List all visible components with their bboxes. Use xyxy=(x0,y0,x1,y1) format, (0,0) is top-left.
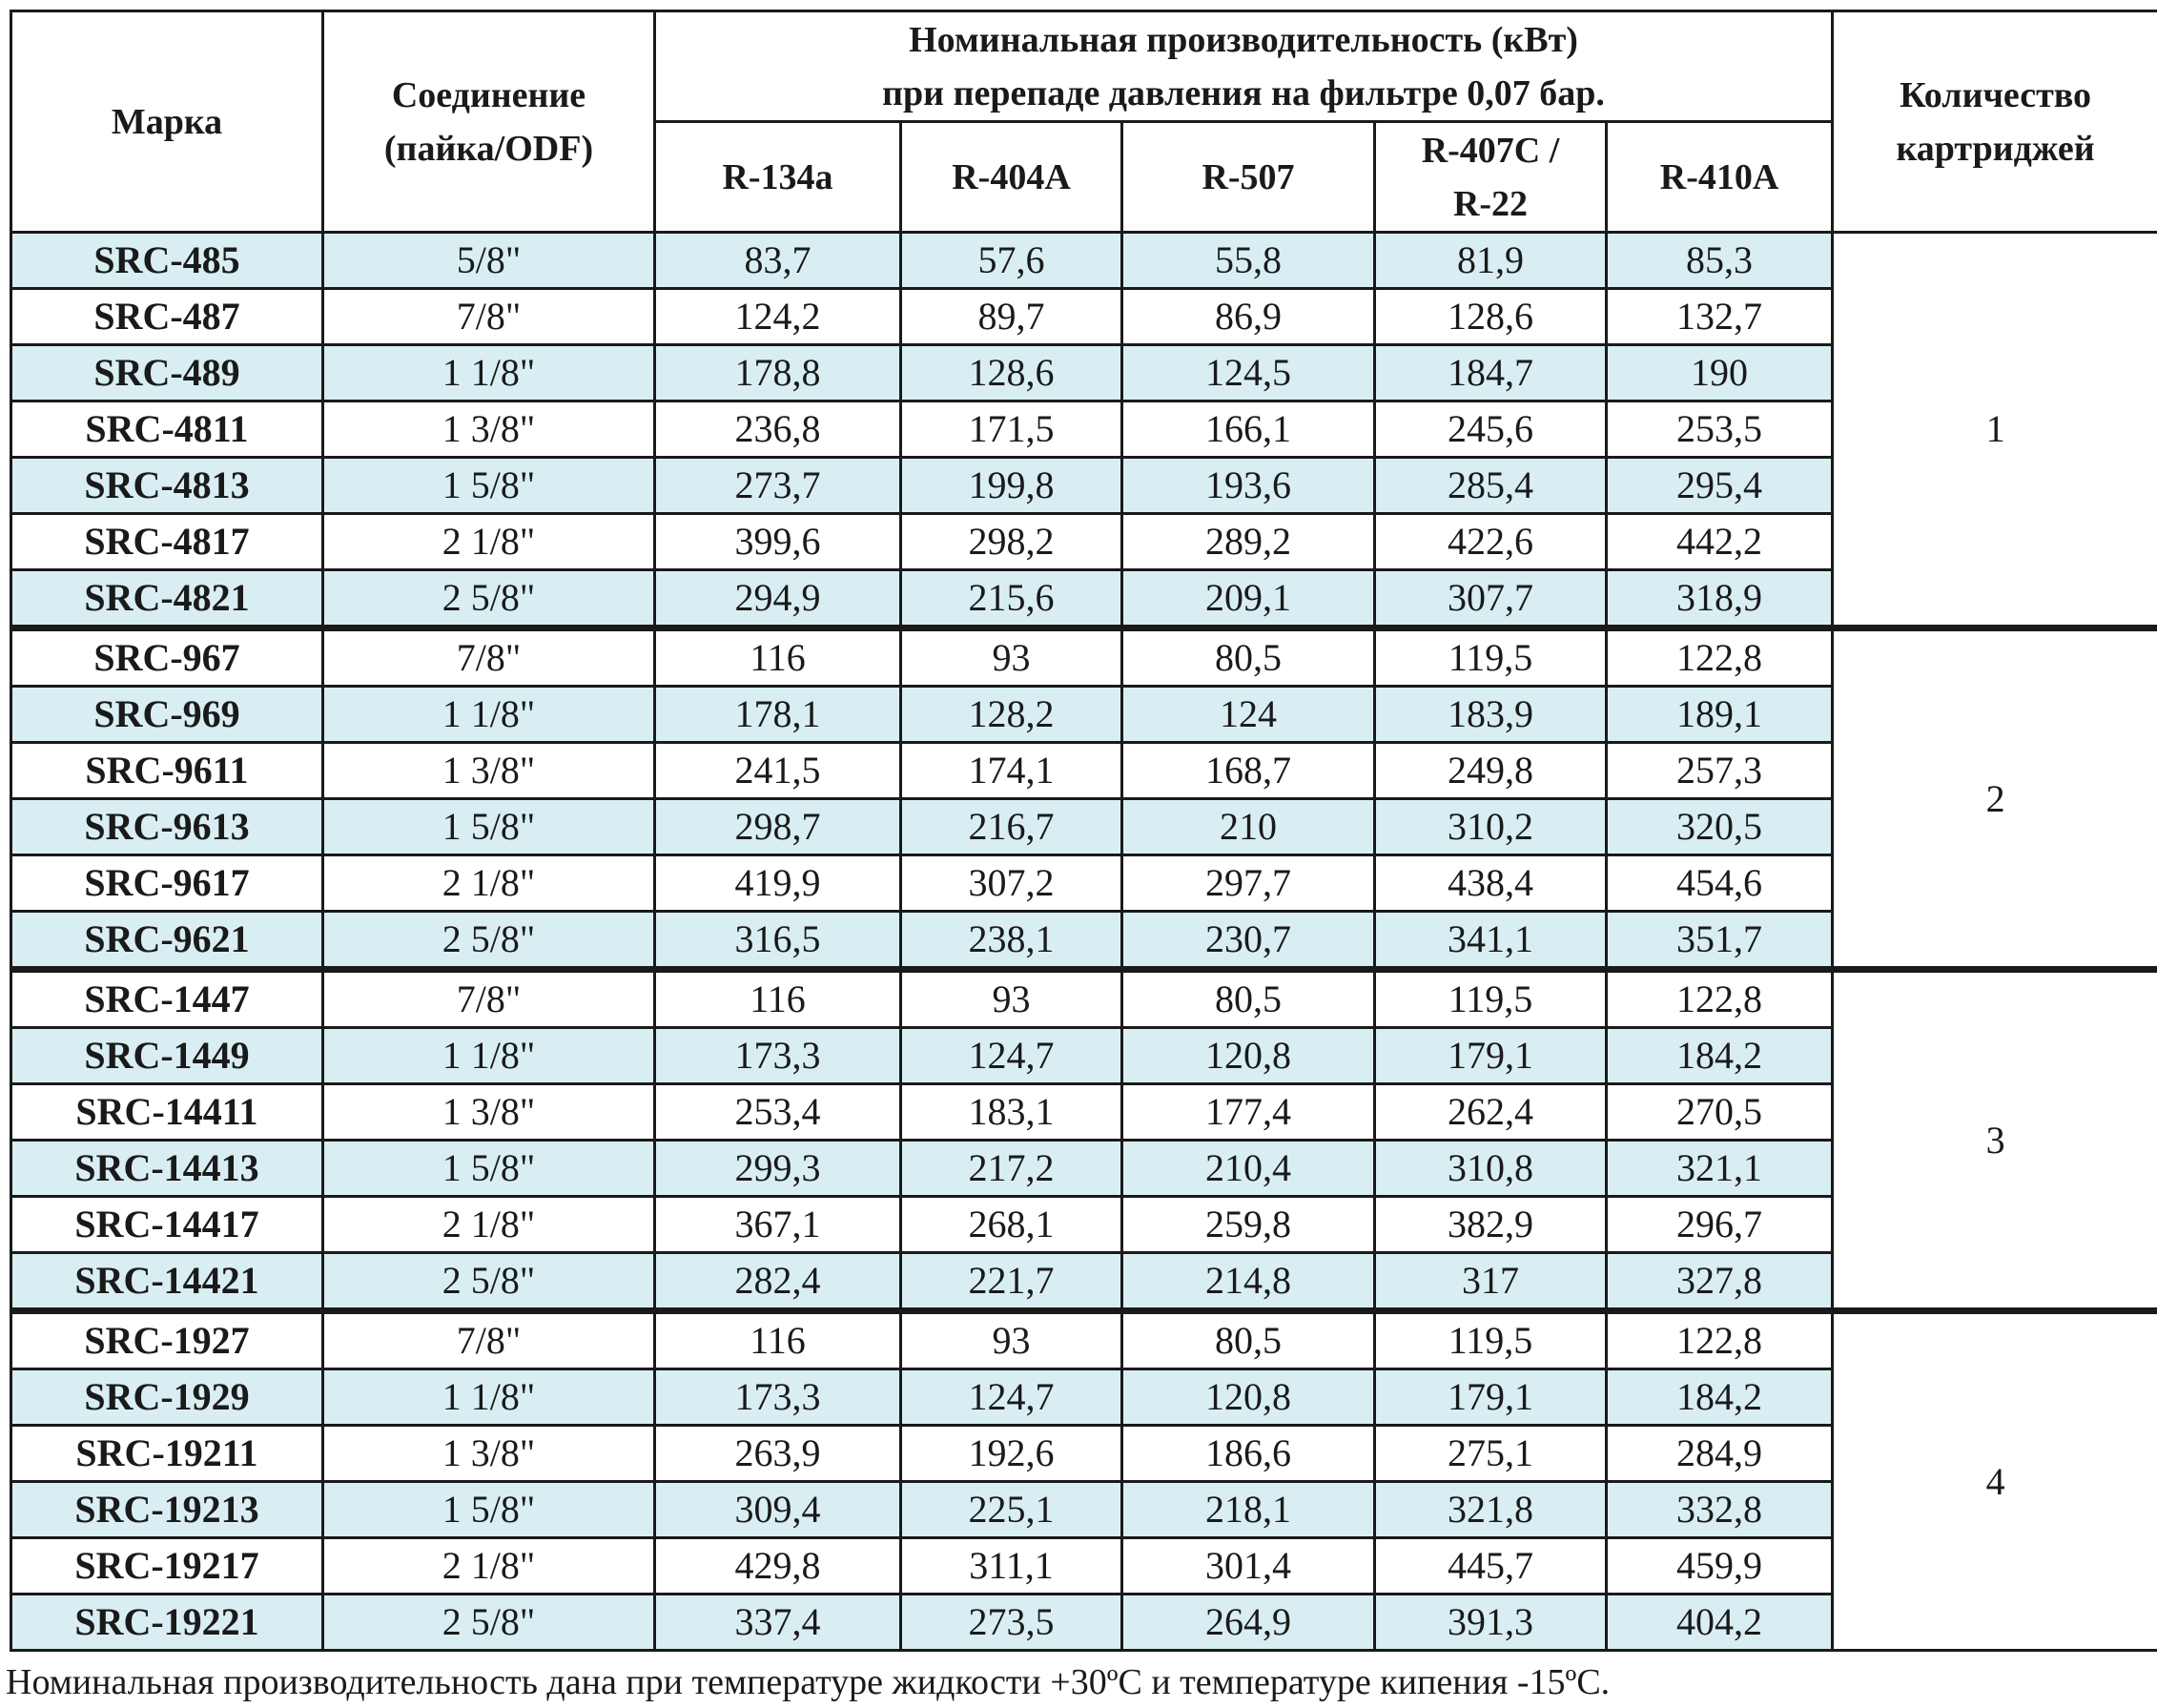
capacity-cell: 189,1 xyxy=(1607,687,1833,743)
capacity-cell: 93 xyxy=(901,1311,1122,1369)
model-cell: SRC-967 xyxy=(11,628,323,687)
capacity-cell: 263,9 xyxy=(655,1426,901,1482)
cartridge-count-cell: 2 xyxy=(1833,628,2157,970)
capacity-cell: 184,2 xyxy=(1607,1028,1833,1084)
table-row xyxy=(11,1311,2157,1369)
cartridge-count-cell: 4 xyxy=(1833,1311,2157,1651)
model-cell: SRC-14421 xyxy=(11,1253,323,1311)
capacity-cell: 257,3 xyxy=(1607,743,1833,799)
connection-cell: 1 3/8" xyxy=(323,743,655,799)
capacity-cell: 310,2 xyxy=(1375,799,1607,855)
model-cell: SRC-19211 xyxy=(11,1426,323,1482)
capacity-cell: 321,8 xyxy=(1375,1482,1607,1538)
header-cartridges xyxy=(1833,11,2157,233)
capacity-cell: 273,7 xyxy=(655,458,901,514)
connection-cell: 2 5/8" xyxy=(323,1595,655,1651)
connection-cell: 1 3/8" xyxy=(323,1084,655,1141)
capacity-cell: 215,6 xyxy=(901,570,1122,628)
connection-cell: 7/8" xyxy=(323,1311,655,1369)
connection-cell: 1 1/8" xyxy=(323,1028,655,1084)
capacity-cell: 238,1 xyxy=(901,912,1122,970)
connection-cell: 1 1/8" xyxy=(323,1369,655,1426)
capacity-cell: 253,5 xyxy=(1607,401,1833,458)
capacity-cell: 298,2 xyxy=(901,514,1122,570)
capacity-cell: 216,7 xyxy=(901,799,1122,855)
capacity-cell: 429,8 xyxy=(655,1538,901,1595)
model-cell: SRC-9617 xyxy=(11,855,323,912)
capacity-cell: 177,4 xyxy=(1122,1084,1375,1141)
connection-cell: 1 1/8" xyxy=(323,345,655,401)
capacity-cell: 422,6 xyxy=(1375,514,1607,570)
header-capacity-line1: Номинальная производительность (кВт) xyxy=(909,19,1578,60)
capacity-cell: 307,2 xyxy=(901,855,1122,912)
model-cell: SRC-19221 xyxy=(11,1595,323,1651)
capacity-cell: 209,1 xyxy=(1122,570,1375,628)
header-capacity-line2: при перепаде давления на фильтре 0,07 бар. xyxy=(882,72,1605,113)
header-r22: R-22 xyxy=(1452,183,1529,224)
capacity-cell: 119,5 xyxy=(1375,970,1607,1028)
capacity-cell: 249,8 xyxy=(1375,743,1607,799)
model-cell: SRC-4821 xyxy=(11,570,323,628)
capacity-cell: 262,4 xyxy=(1375,1084,1607,1141)
capacity-cell: 268,1 xyxy=(901,1197,1122,1253)
connection-cell: 1 5/8" xyxy=(323,1482,655,1538)
model-cell: SRC-9621 xyxy=(11,912,323,970)
header-r134a: R-134a xyxy=(655,122,901,233)
capacity-cell: 122,8 xyxy=(1607,1311,1833,1369)
header-r407c-r22 xyxy=(1375,122,1607,233)
capacity-cell: 310,8 xyxy=(1375,1141,1607,1197)
capacity-cell: 80,5 xyxy=(1122,1311,1375,1369)
capacity-cell: 296,7 xyxy=(1607,1197,1833,1253)
capacity-cell: 55,8 xyxy=(1122,233,1375,289)
header-r410a: R-410A xyxy=(1607,122,1833,233)
model-cell: SRC-485 xyxy=(11,233,323,289)
model-cell: SRC-19217 xyxy=(11,1538,323,1595)
capacity-cell: 86,9 xyxy=(1122,289,1375,345)
model-cell: SRC-1447 xyxy=(11,970,323,1028)
capacity-cell: 124,5 xyxy=(1122,345,1375,401)
connection-cell: 2 1/8" xyxy=(323,1197,655,1253)
capacity-cell: 351,7 xyxy=(1607,912,1833,970)
capacity-cell: 210,4 xyxy=(1122,1141,1375,1197)
capacity-cell: 311,1 xyxy=(901,1538,1122,1595)
capacity-cell: 124,7 xyxy=(901,1028,1122,1084)
model-cell: SRC-487 xyxy=(11,289,323,345)
capacity-cell: 120,8 xyxy=(1122,1369,1375,1426)
capacity-cell: 221,7 xyxy=(901,1253,1122,1311)
capacity-cell: 382,9 xyxy=(1375,1197,1607,1253)
header-cartridges-line1: Количество xyxy=(1900,74,2092,115)
capacity-cell: 282,4 xyxy=(655,1253,901,1311)
capacity-cell: 391,3 xyxy=(1375,1595,1607,1651)
model-cell: SRC-4811 xyxy=(11,401,323,458)
connection-cell: 7/8" xyxy=(323,970,655,1028)
connection-cell: 2 5/8" xyxy=(323,912,655,970)
capacity-cell: 210 xyxy=(1122,799,1375,855)
connection-cell: 1 3/8" xyxy=(323,1426,655,1482)
connection-cell: 1 5/8" xyxy=(323,799,655,855)
capacity-cell: 285,4 xyxy=(1375,458,1607,514)
capacity-cell: 183,9 xyxy=(1375,687,1607,743)
capacity-cell: 184,7 xyxy=(1375,345,1607,401)
connection-cell: 2 1/8" xyxy=(323,1538,655,1595)
capacity-table xyxy=(10,10,2157,1652)
capacity-cell: 116 xyxy=(655,628,901,687)
capacity-cell: 236,8 xyxy=(655,401,901,458)
capacity-cell: 454,6 xyxy=(1607,855,1833,912)
capacity-cell: 321,1 xyxy=(1607,1141,1833,1197)
table-row xyxy=(11,628,2157,687)
capacity-cell: 81,9 xyxy=(1375,233,1607,289)
capacity-cell: 178,1 xyxy=(655,687,901,743)
capacity-cell: 128,2 xyxy=(901,687,1122,743)
capacity-cell: 214,8 xyxy=(1122,1253,1375,1311)
model-cell: SRC-14411 xyxy=(11,1084,323,1141)
capacity-cell: 294,9 xyxy=(655,570,901,628)
capacity-cell: 183,1 xyxy=(901,1084,1122,1141)
capacity-cell: 295,4 xyxy=(1607,458,1833,514)
capacity-cell: 367,1 xyxy=(655,1197,901,1253)
capacity-cell: 297,7 xyxy=(1122,855,1375,912)
capacity-cell: 332,8 xyxy=(1607,1482,1833,1538)
header-r507: R-507 xyxy=(1122,122,1375,233)
header-connection-line2: (пайка/ODF) xyxy=(383,128,594,169)
capacity-cell: 174,1 xyxy=(901,743,1122,799)
table-header xyxy=(11,11,2157,233)
capacity-cell: 192,6 xyxy=(901,1426,1122,1482)
capacity-cell: 83,7 xyxy=(655,233,901,289)
header-capacity xyxy=(655,11,1833,122)
model-cell: SRC-19213 xyxy=(11,1482,323,1538)
connection-cell: 1 5/8" xyxy=(323,458,655,514)
capacity-cell: 186,6 xyxy=(1122,1426,1375,1482)
capacity-cell: 270,5 xyxy=(1607,1084,1833,1141)
model-cell: SRC-969 xyxy=(11,687,323,743)
capacity-cell: 320,5 xyxy=(1607,799,1833,855)
capacity-cell: 327,8 xyxy=(1607,1253,1833,1311)
capacity-cell: 124,7 xyxy=(901,1369,1122,1426)
capacity-cell: 284,9 xyxy=(1607,1426,1833,1482)
connection-cell: 1 1/8" xyxy=(323,687,655,743)
capacity-cell: 404,2 xyxy=(1607,1595,1833,1651)
cartridge-count-cell: 3 xyxy=(1833,970,2157,1311)
capacity-cell: 337,4 xyxy=(655,1595,901,1651)
capacity-cell: 173,3 xyxy=(655,1369,901,1426)
capacity-cell: 120,8 xyxy=(1122,1028,1375,1084)
capacity-cell: 316,5 xyxy=(655,912,901,970)
capacity-cell: 179,1 xyxy=(1375,1028,1607,1084)
table-row xyxy=(11,970,2157,1028)
model-cell: SRC-1449 xyxy=(11,1028,323,1084)
capacity-cell: 245,6 xyxy=(1375,401,1607,458)
capacity-cell: 119,5 xyxy=(1375,628,1607,687)
capacity-cell: 190 xyxy=(1607,345,1833,401)
model-cell: SRC-14413 xyxy=(11,1141,323,1197)
model-cell: SRC-4813 xyxy=(11,458,323,514)
model-cell: SRC-4817 xyxy=(11,514,323,570)
capacity-cell: 445,7 xyxy=(1375,1538,1607,1595)
capacity-cell: 80,5 xyxy=(1122,628,1375,687)
capacity-cell: 116 xyxy=(655,1311,901,1369)
header-model: Марка xyxy=(11,11,323,233)
connection-cell: 2 1/8" xyxy=(323,855,655,912)
capacity-cell: 218,1 xyxy=(1122,1482,1375,1538)
header-connection-line1: Соединение xyxy=(391,74,586,115)
capacity-cell: 128,6 xyxy=(1375,289,1607,345)
capacity-cell: 93 xyxy=(901,970,1122,1028)
capacity-cell: 275,1 xyxy=(1375,1426,1607,1482)
table-body xyxy=(11,233,2157,1651)
connection-cell: 5/8" xyxy=(323,233,655,289)
header-r404a: R-404A xyxy=(901,122,1122,233)
capacity-cell: 119,5 xyxy=(1375,1311,1607,1369)
model-cell: SRC-9613 xyxy=(11,799,323,855)
model-cell: SRC-14417 xyxy=(11,1197,323,1253)
capacity-cell: 179,1 xyxy=(1375,1369,1607,1426)
connection-cell: 2 5/8" xyxy=(323,1253,655,1311)
cartridge-count-cell: 1 xyxy=(1833,233,2157,628)
capacity-cell: 171,5 xyxy=(901,401,1122,458)
capacity-cell: 253,4 xyxy=(655,1084,901,1141)
capacity-cell: 299,3 xyxy=(655,1141,901,1197)
capacity-cell: 273,5 xyxy=(901,1595,1122,1651)
capacity-cell: 298,7 xyxy=(655,799,901,855)
capacity-cell: 241,5 xyxy=(655,743,901,799)
capacity-cell: 341,1 xyxy=(1375,912,1607,970)
capacity-cell: 264,9 xyxy=(1122,1595,1375,1651)
connection-cell: 2 5/8" xyxy=(323,570,655,628)
capacity-cell: 318,9 xyxy=(1607,570,1833,628)
capacity-cell: 93 xyxy=(901,628,1122,687)
capacity-cell: 225,1 xyxy=(901,1482,1122,1538)
capacity-cell: 116 xyxy=(655,970,901,1028)
header-cartridges-line2: картриджей xyxy=(1896,128,2095,169)
capacity-cell: 289,2 xyxy=(1122,514,1375,570)
connection-cell: 1 3/8" xyxy=(323,401,655,458)
capacity-cell: 309,4 xyxy=(655,1482,901,1538)
capacity-cell: 178,8 xyxy=(655,345,901,401)
capacity-cell: 259,8 xyxy=(1122,1197,1375,1253)
capacity-cell: 317 xyxy=(1375,1253,1607,1311)
capacity-cell: 132,7 xyxy=(1607,289,1833,345)
connection-cell: 7/8" xyxy=(323,628,655,687)
footnote: Номинальная производительность дана при температуре жидкости +30ºС и температуре кипения -15ºС. xyxy=(6,1662,1611,1702)
capacity-cell: 217,2 xyxy=(901,1141,1122,1197)
capacity-cell: 419,9 xyxy=(655,855,901,912)
header-r407c: R-407C / xyxy=(1421,130,1560,171)
connection-cell: 1 5/8" xyxy=(323,1141,655,1197)
capacity-cell: 122,8 xyxy=(1607,628,1833,687)
header-connection xyxy=(323,11,655,233)
capacity-cell: 193,6 xyxy=(1122,458,1375,514)
model-cell: SRC-1927 xyxy=(11,1311,323,1369)
connection-cell: 2 1/8" xyxy=(323,514,655,570)
capacity-cell: 438,4 xyxy=(1375,855,1607,912)
model-cell: SRC-1929 xyxy=(11,1369,323,1426)
capacity-cell: 307,7 xyxy=(1375,570,1607,628)
capacity-cell: 57,6 xyxy=(901,233,1122,289)
capacity-cell: 442,2 xyxy=(1607,514,1833,570)
capacity-cell: 128,6 xyxy=(901,345,1122,401)
capacity-cell: 459,9 xyxy=(1607,1538,1833,1595)
capacity-cell: 173,3 xyxy=(655,1028,901,1084)
capacity-cell: 80,5 xyxy=(1122,970,1375,1028)
capacity-cell: 301,4 xyxy=(1122,1538,1375,1595)
connection-cell: 7/8" xyxy=(323,289,655,345)
model-cell: SRC-9611 xyxy=(11,743,323,799)
capacity-cell: 168,7 xyxy=(1122,743,1375,799)
capacity-cell: 122,8 xyxy=(1607,970,1833,1028)
capacity-cell: 230,7 xyxy=(1122,912,1375,970)
model-cell: SRC-489 xyxy=(11,345,323,401)
table-row xyxy=(11,233,2157,289)
capacity-cell: 85,3 xyxy=(1607,233,1833,289)
capacity-cell: 199,8 xyxy=(901,458,1122,514)
capacity-cell: 124 xyxy=(1122,687,1375,743)
capacity-cell: 89,7 xyxy=(901,289,1122,345)
capacity-cell: 124,2 xyxy=(655,289,901,345)
capacity-cell: 184,2 xyxy=(1607,1369,1833,1426)
capacity-cell: 399,6 xyxy=(655,514,901,570)
capacity-cell: 166,1 xyxy=(1122,401,1375,458)
